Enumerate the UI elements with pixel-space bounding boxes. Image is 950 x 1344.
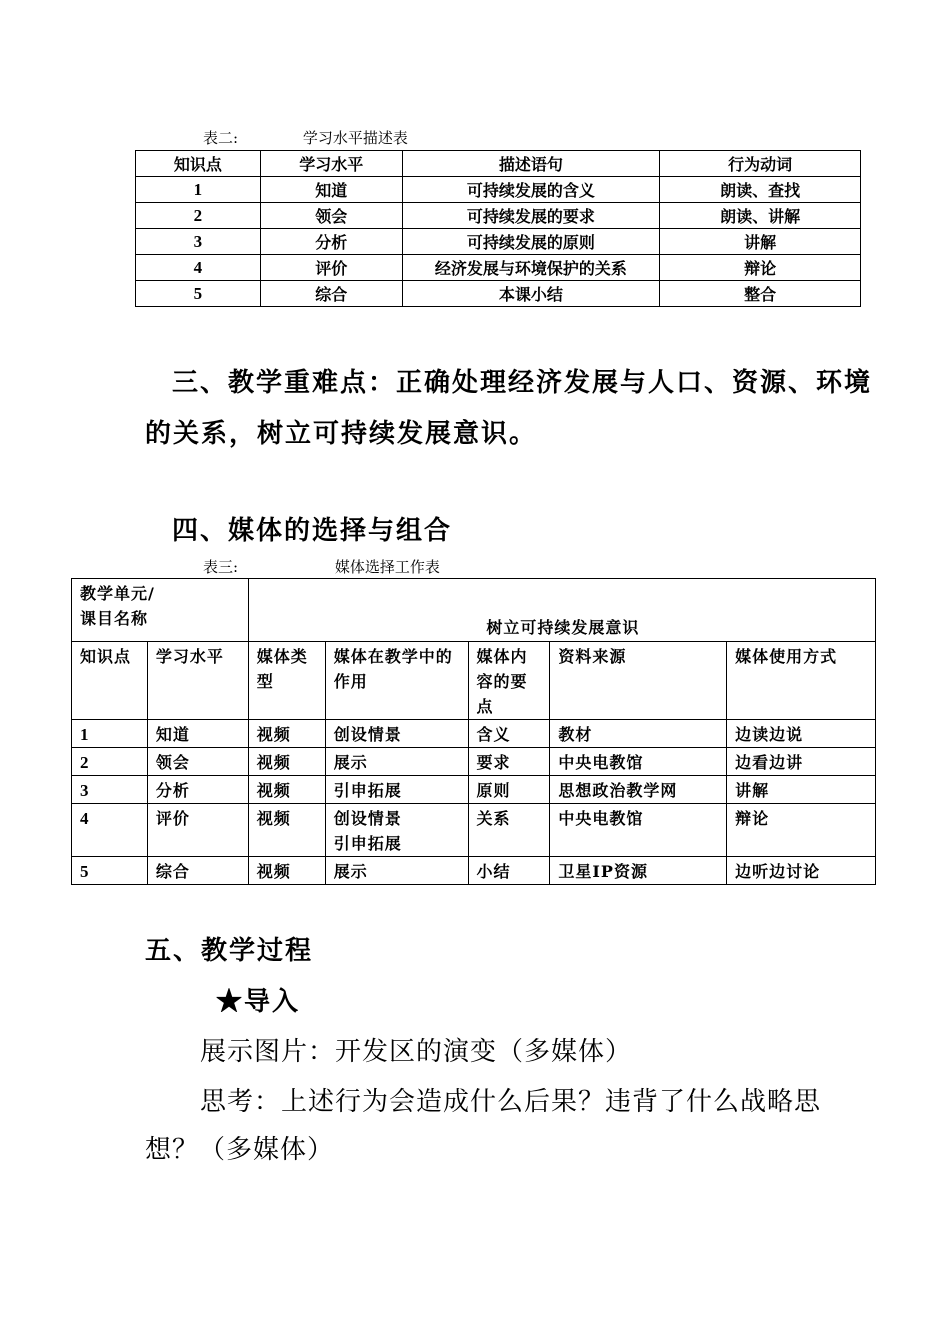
table-cell: 本课小结	[402, 281, 660, 307]
header-cell: 媒体使用方式	[727, 642, 876, 720]
table-cell: 视频	[248, 804, 325, 857]
table-cell: 视频	[248, 748, 325, 776]
table-cell: 视频	[248, 857, 325, 885]
table-row	[136, 177, 861, 203]
table-row	[136, 203, 861, 229]
unit-label-line2: 课目名称	[80, 609, 149, 628]
table-cell: 中央电教馆	[550, 748, 727, 776]
table-cell: 分析	[147, 776, 248, 804]
table-cell: 可持续发展的要求	[402, 203, 660, 229]
table-row	[72, 857, 876, 885]
table-cell: 朗读、查找	[660, 177, 861, 203]
unit-label-line1: 教学单元/	[80, 584, 155, 603]
table-row	[136, 281, 861, 307]
learning-level-table	[135, 150, 861, 307]
table-cell: 辩论	[727, 804, 876, 857]
table-cell: 创设情景 引申拓展	[325, 804, 468, 857]
unit-label-cell	[72, 579, 249, 642]
section3-line2: 的关系，树立可持续发展意识。	[145, 419, 538, 449]
table-cell: 含义	[468, 720, 550, 748]
table-cell: 要求	[468, 748, 550, 776]
table-cell: 卫星IP资源	[550, 857, 727, 885]
table-cell: 辩论	[660, 255, 861, 281]
table-cell: 领会	[147, 748, 248, 776]
table-cell: 领会	[260, 203, 402, 229]
table-cell: 4	[136, 255, 261, 281]
section3-line1: 三、教学重难点：正确处理经济发展与人口、资源、环境	[172, 368, 873, 398]
table-cell: 分析	[260, 229, 402, 255]
table2-caption-label: 表二:	[203, 129, 239, 147]
table-cell: 5	[136, 281, 261, 307]
table-cell: 知道	[147, 720, 248, 748]
table-cell: 可持续发展的含义	[402, 177, 660, 203]
table-cell: 知道	[260, 177, 402, 203]
section5-line1: 展示图片：开发区的演变（多媒体）	[200, 1037, 633, 1067]
table-cell: 3	[136, 229, 261, 255]
section5-heading: 五、教学过程	[145, 936, 314, 966]
table-header-row	[72, 642, 876, 720]
table-cell: 视频	[248, 720, 325, 748]
table-cell: 原则	[468, 776, 550, 804]
table-cell: 朗读、讲解	[660, 203, 861, 229]
table-cell: 边看边讲	[727, 748, 876, 776]
header-cell: 媒体在教学中的作用	[325, 642, 468, 720]
header-cell: 描述语句	[402, 151, 660, 177]
header-cell: 媒体内容的要点	[468, 642, 550, 720]
table-header-row	[136, 151, 861, 177]
table3-caption	[203, 556, 440, 577]
table-cell: 边读边说	[727, 720, 876, 748]
media-selection-table	[71, 578, 876, 885]
table2-caption-title: 学习水平描述表	[302, 129, 408, 147]
table-cell: 3	[72, 776, 148, 804]
table-cell: 展示	[325, 857, 468, 885]
table-cell: 引申拓展	[325, 776, 468, 804]
table-cell: 评价	[147, 804, 248, 857]
table3-caption-title: 媒体选择工作表	[334, 558, 440, 576]
table-cell: 1	[72, 720, 148, 748]
section5-intro: ★导入	[216, 987, 301, 1017]
table-row	[72, 720, 876, 748]
table-cell: 小结	[468, 857, 550, 885]
table-cell: 评价	[260, 255, 402, 281]
table-cell: 4	[72, 804, 148, 857]
section4-heading: 四、媒体的选择与组合	[172, 516, 453, 546]
header-cell: 媒体类型	[248, 642, 325, 720]
header-cell: 学习水平	[260, 151, 402, 177]
table3-caption-label: 表三:	[203, 558, 239, 576]
table-row	[72, 804, 876, 857]
table-cell: 5	[72, 857, 148, 885]
table-cell: 边听边讨论	[727, 857, 876, 885]
table-cell: 讲解	[660, 229, 861, 255]
table-cell: 整合	[660, 281, 861, 307]
table-cell: 视频	[248, 776, 325, 804]
unit-value-cell: 树立可持续发展意识	[248, 579, 875, 642]
table-cell: 讲解	[727, 776, 876, 804]
header-cell: 学习水平	[147, 642, 248, 720]
table-cell: 2	[72, 748, 148, 776]
table-cell: 2	[136, 203, 261, 229]
table-row	[136, 229, 861, 255]
table-cell: 可持续发展的原则	[402, 229, 660, 255]
table-cell: 综合	[147, 857, 248, 885]
table-cell: 教材	[550, 720, 727, 748]
section5-line3: 想？（多媒体）	[145, 1135, 335, 1165]
table-cell: 1	[136, 177, 261, 203]
header-cell: 知识点	[136, 151, 261, 177]
header-cell: 知识点	[72, 642, 148, 720]
header-cell: 资料来源	[550, 642, 727, 720]
table-row	[136, 255, 861, 281]
table-cell: 思想政治教学网	[550, 776, 727, 804]
unit-row	[72, 579, 876, 642]
header-cell: 行为动词	[660, 151, 861, 177]
table-cell: 经济发展与环境保护的关系	[402, 255, 660, 281]
table-row	[72, 776, 876, 804]
section5-line2: 思考：上述行为会造成什么后果？违背了什么战略思	[200, 1087, 822, 1117]
table-cell: 展示	[325, 748, 468, 776]
table-cell: 中央电教馆	[550, 804, 727, 857]
table-row	[72, 748, 876, 776]
table-cell: 综合	[260, 281, 402, 307]
table-cell: 创设情景	[325, 720, 468, 748]
table-cell: 关系	[468, 804, 550, 857]
table2-caption	[203, 127, 408, 148]
